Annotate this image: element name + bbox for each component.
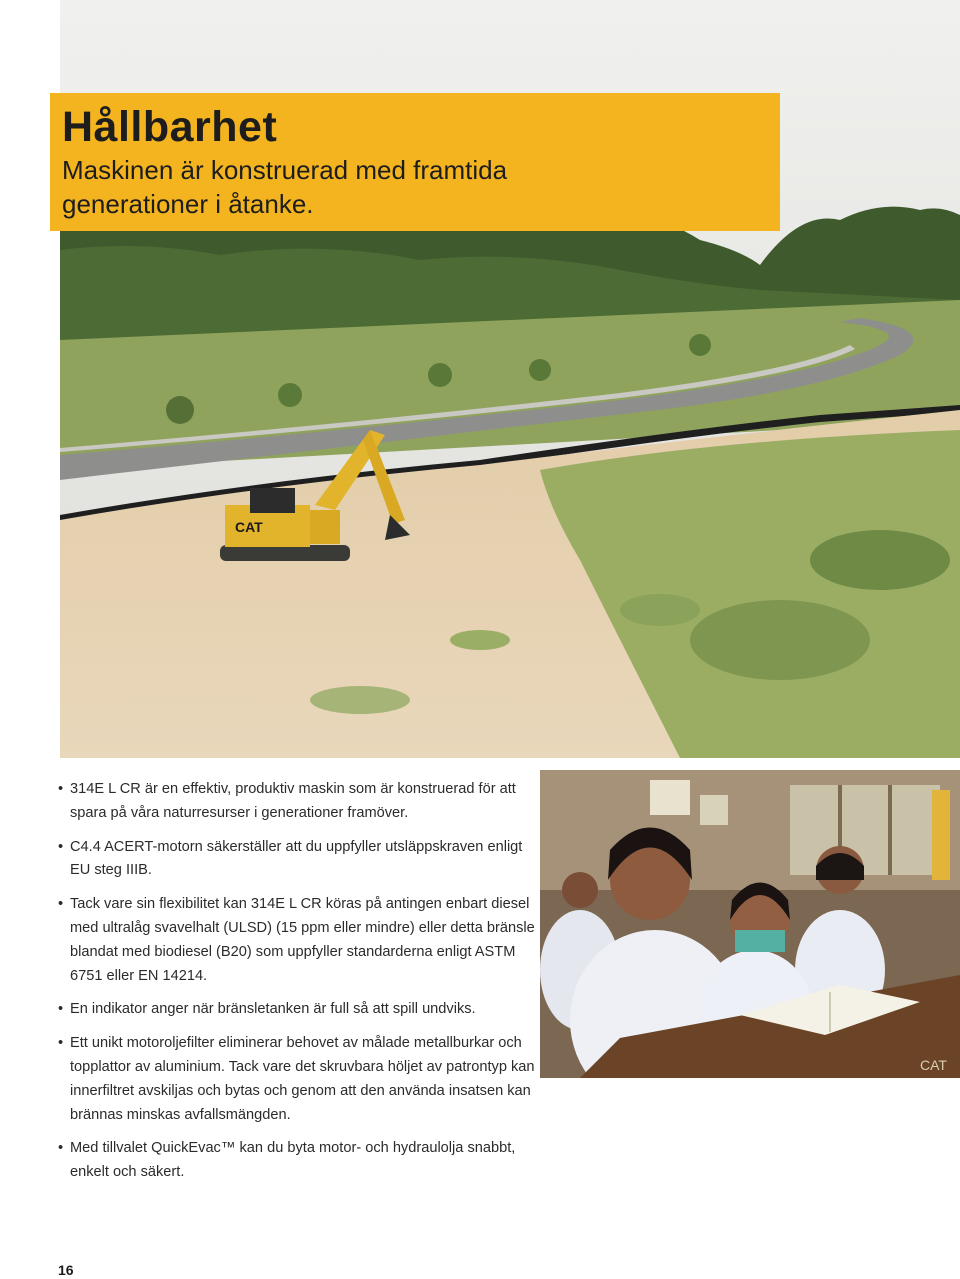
header-banner	[50, 93, 780, 231]
page-subtitle: Maskinen är konstruerad med framtida generationer i åtanke.	[62, 155, 508, 219]
page-number: 16	[58, 1262, 74, 1278]
bullet-item: • 314E L CR är en effektiv, produktiv maskin som är konstruerad för att spara på våra naturresurser i generationer framöver.	[58, 778, 538, 826]
bullet-item: • Tack vare sin flexibilitet kan 314E L CR köras på antingen enbart diesel med ultralåg svavelhalt (ULSD) (15 ppm eller mindre) eller detta bränsle blandat med biodiesel (B20) som uppfyller standarderna enligt ASTM 6751 eller EN 14214.	[58, 893, 538, 988]
classroom-photo	[540, 770, 960, 1078]
feature-bullet-list	[58, 778, 538, 1195]
bullet-item: • Ett unikt motoroljefilter eliminerar behovet av målade metallburkar och topplattor av aluminium. Tack vare det skruvbara höljet av patrontyp kan innerfiltret avskiljas och bytas och genom att den använda insatsen kan brännas minskas avfallsmängden.	[58, 1032, 538, 1127]
bullet-item: • C4.4 ACERT-motorn säkerställer att du uppfyller utsläppskraven enligt EU steg IIIB.	[58, 836, 538, 884]
hero-cat-logo-text: CAT	[235, 519, 263, 535]
bullet-item: • Med tillvalet QuickEvac™ kan du byta motor- och hydraulolja snabbt, enkelt och säkert.	[58, 1137, 538, 1185]
page-title: Hållbarhet	[62, 103, 278, 151]
bullet-item: • En indikator anger när bränsletanken är full så att spill undviks.	[58, 998, 538, 1022]
classroom-desk-text: CAT	[920, 1057, 947, 1073]
